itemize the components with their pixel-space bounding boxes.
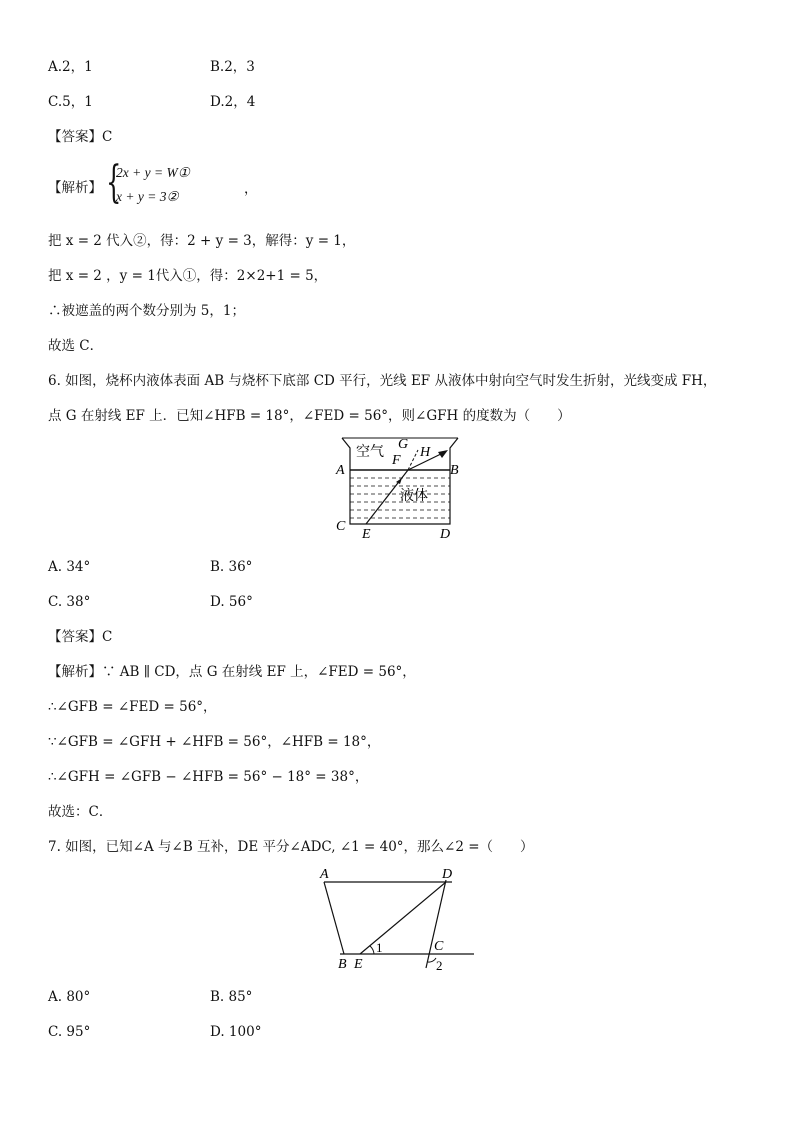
q7-stem: 7. 如图，已知∠A 与∠B 互补，DE 平分∠ADC, ∠1 = 40°，那么∠2 =（ ） bbox=[48, 839, 534, 855]
q7-option-b: B. 85° bbox=[210, 989, 253, 1005]
label-e: E bbox=[354, 957, 363, 972]
label-angle-1: 1 bbox=[376, 940, 383, 955]
label-h: H bbox=[420, 445, 431, 460]
q5-option-c: C.5，1 bbox=[48, 94, 93, 110]
label-b: B bbox=[338, 957, 347, 972]
label-angle-2: 2 bbox=[436, 958, 443, 973]
q6-answer: 【答案】C bbox=[48, 629, 113, 645]
q5-conclusion: 故选 C． bbox=[48, 338, 104, 354]
brace-icon: { bbox=[106, 157, 122, 208]
q7-option-d: D. 100° bbox=[210, 1024, 262, 1040]
label-g: G bbox=[398, 437, 409, 452]
label-e: E bbox=[362, 527, 371, 542]
q5-step-1: 把 x = 2 代入②，得：2 + y = 3，解得：y = 1， bbox=[48, 233, 356, 249]
q6-option-a: A. 34° bbox=[48, 559, 91, 575]
q5-equation-comma: ， bbox=[244, 181, 258, 197]
label-c: C bbox=[434, 939, 444, 954]
q5-step-2: 把 x = 2 ，y = 1代入①，得：2×2+1 = 5， bbox=[48, 268, 328, 284]
q5-equation-1: 2x + y = W① bbox=[116, 165, 190, 180]
q5-analysis-label: 【解析】 bbox=[48, 180, 102, 196]
label-d: D bbox=[442, 867, 453, 882]
label-a: A bbox=[336, 463, 345, 478]
q6-analysis-4: ∴∠GFH = ∠GFB − ∠HFB = 56° − 18° = 38°， bbox=[48, 769, 369, 785]
q6-stem-line-2: 点 G 在射线 EF 上．已知∠HFB = 18°，∠FED = 56°，则∠GFH 的度数为（ ） bbox=[48, 408, 571, 424]
q5-equation-2: x + y = 3② bbox=[116, 189, 179, 204]
label-a: A bbox=[320, 867, 329, 882]
label-f: F bbox=[392, 453, 401, 468]
q5-option-d: D.2，4 bbox=[210, 94, 256, 110]
q6-beaker-figure bbox=[330, 432, 470, 542]
q5-answer: 【答案】C bbox=[48, 129, 113, 145]
q6-option-b: B. 36° bbox=[210, 559, 253, 575]
q6-stem-line-1: 6. 如图，烧杯内液体表面 AB 与烧杯下底部 CD 平行，光线 EF 从液体中射向空气时发生折射，光线变成 FH， bbox=[48, 373, 717, 389]
q6-analysis-3: ∵∠GFB = ∠GFH + ∠HFB = 56°，∠HFB = 18°， bbox=[48, 734, 381, 750]
label-liquid: 液体 bbox=[400, 489, 428, 504]
q7-option-c: C. 95° bbox=[48, 1024, 91, 1040]
q7-option-a: A. 80° bbox=[48, 989, 91, 1005]
q7-trapezoid-figure bbox=[316, 866, 481, 976]
label-air: 空气 bbox=[356, 445, 384, 460]
q5-option-b: B.2，3 bbox=[210, 59, 255, 75]
label-b: B bbox=[450, 463, 459, 478]
q6-option-c: C. 38° bbox=[48, 594, 91, 610]
q6-option-d: D. 56° bbox=[210, 594, 253, 610]
q6-analysis-1: 【解析】∵ AB ∥ CD，点 G 在射线 EF 上，∠FED = 56°， bbox=[48, 664, 416, 680]
q5-step-3: ∴被遮盖的两个数分别为 5，1； bbox=[48, 303, 245, 319]
q5-option-a: A.2，1 bbox=[48, 59, 93, 75]
q6-conclusion: 故选：C． bbox=[48, 804, 113, 820]
label-c: C bbox=[336, 519, 346, 534]
label-d: D bbox=[440, 527, 451, 542]
q6-analysis-2: ∴∠GFB = ∠FED = 56°， bbox=[48, 699, 217, 715]
